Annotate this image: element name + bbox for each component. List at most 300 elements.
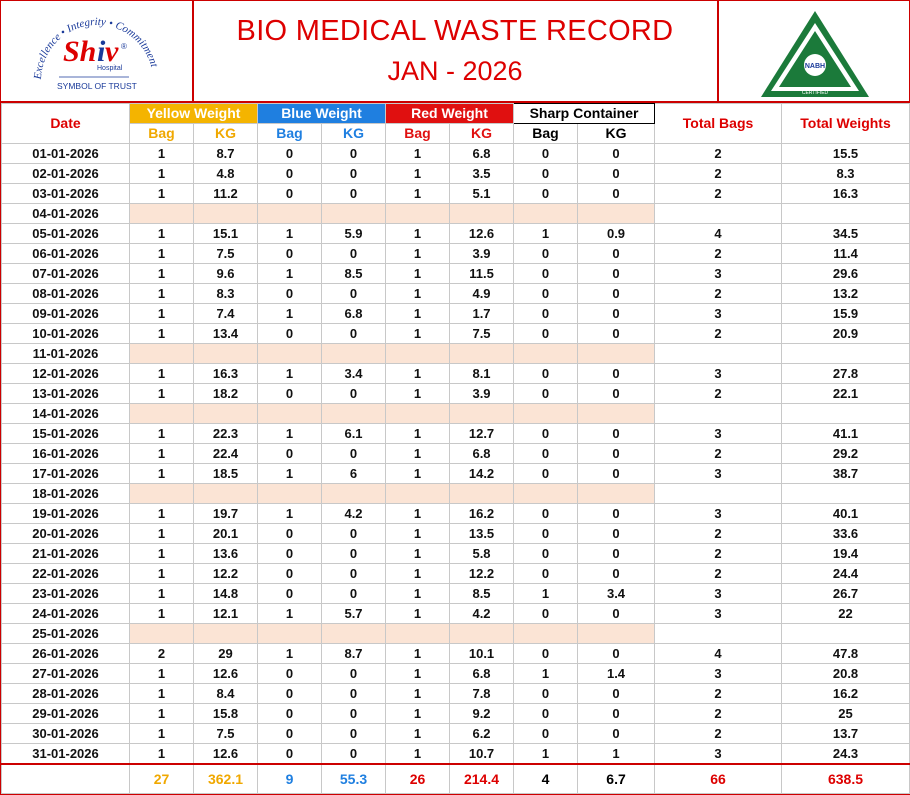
sharp-bag-cell: 0 (514, 264, 578, 284)
blue-kg-cell: 0 (322, 684, 386, 704)
total-bags-cell: 3 (655, 584, 782, 604)
total-weights-cell: 22.1 (782, 384, 910, 404)
blue-kg-cell: 0 (322, 384, 386, 404)
nabh-badge (717, 1, 910, 101)
sharp-bag-cell: 0 (514, 524, 578, 544)
table-row (2, 204, 910, 224)
blue-bag-cell: 1 (258, 364, 322, 384)
total-weights-cell: 13.7 (782, 724, 910, 744)
blue-kg-cell: 6.1 (322, 424, 386, 444)
blue-bag-cell: 0 (258, 724, 322, 744)
date-cell: 26-01-2026 (2, 644, 130, 664)
blue-kg-cell: 0 (322, 284, 386, 304)
date-cell: 27-01-2026 (2, 664, 130, 684)
yellow-bag-cell: 1 (130, 164, 194, 184)
yellow-kg-cell: 18.5 (194, 464, 258, 484)
yellow-kg-cell (194, 624, 258, 644)
yellow-bag-cell: 1 (130, 604, 194, 624)
yellow-bag-cell: 1 (130, 324, 194, 344)
yellow-kg-cell: 18.2 (194, 384, 258, 404)
blue-bag-cell: 1 (258, 224, 322, 244)
red-kg-header: KG (450, 124, 514, 144)
sharp-bag-cell: 0 (514, 684, 578, 704)
blue-kg-cell (322, 624, 386, 644)
blue-bag-cell: 1 (258, 604, 322, 624)
date-cell: 30-01-2026 (2, 724, 130, 744)
yellow-weight-header: Yellow Weight (130, 104, 258, 124)
sharp-kg-cell: 0 (578, 424, 655, 444)
table-row (2, 524, 910, 544)
grand-total-bags: 66 (655, 764, 782, 794)
yellow-kg-cell: 22.3 (194, 424, 258, 444)
date-cell: 13-01-2026 (2, 384, 130, 404)
total-weights-cell: 15.9 (782, 304, 910, 324)
red-bag-cell: 1 (386, 184, 450, 204)
red-kg-cell (450, 204, 514, 224)
total-weights-cell: 19.4 (782, 544, 910, 564)
yellow-kg-cell: 13.6 (194, 544, 258, 564)
sharp-bag-cell: 0 (514, 164, 578, 184)
yellow-kg-cell: 12.1 (194, 604, 258, 624)
blue-kg-cell: 0 (322, 564, 386, 584)
table-row (2, 284, 910, 304)
sharp-container-header: Sharp Container (514, 104, 655, 124)
total-weights-cell (782, 484, 910, 504)
blue-weight-header: Blue Weight (258, 104, 386, 124)
blue-kg-cell: 0 (322, 664, 386, 684)
total-blue-kg: 55.3 (322, 764, 386, 794)
red-bag-cell: 1 (386, 584, 450, 604)
total-weights-cell (782, 624, 910, 644)
sharp-kg-cell: 3.4 (578, 584, 655, 604)
total-weights-cell: 47.8 (782, 644, 910, 664)
yellow-kg-cell: 12.6 (194, 744, 258, 765)
blue-bag-cell (258, 624, 322, 644)
sharp-bag-cell (514, 204, 578, 224)
date-cell: 20-01-2026 (2, 524, 130, 544)
sharp-bag-cell: 1 (514, 224, 578, 244)
red-kg-cell: 6.8 (450, 144, 514, 164)
date-cell: 04-01-2026 (2, 204, 130, 224)
red-bag-cell: 1 (386, 164, 450, 184)
table-row (2, 304, 910, 324)
yellow-bag-cell (130, 204, 194, 224)
yellow-kg-cell: 7.5 (194, 244, 258, 264)
yellow-bag-cell: 1 (130, 304, 194, 324)
totals-row (2, 764, 910, 794)
date-cell: 09-01-2026 (2, 304, 130, 324)
total-bags-cell (655, 344, 782, 364)
date-cell: 08-01-2026 (2, 284, 130, 304)
date-cell: 07-01-2026 (2, 264, 130, 284)
red-bag-cell (386, 204, 450, 224)
svg-text:CERTIFIED: CERTIFIED (801, 90, 829, 96)
yellow-bag-cell: 1 (130, 144, 194, 164)
yellow-kg-cell: 7.5 (194, 724, 258, 744)
total-bags-cell: 2 (655, 324, 782, 344)
total-weights-cell: 16.3 (782, 184, 910, 204)
yellow-bag-cell: 1 (130, 264, 194, 284)
red-bag-cell: 1 (386, 664, 450, 684)
total-bags-header: Total Bags (655, 104, 782, 144)
sharp-bag-cell (514, 624, 578, 644)
total-bags-cell: 2 (655, 684, 782, 704)
blue-kg-cell: 8.7 (322, 644, 386, 664)
total-bags-cell: 2 (655, 544, 782, 564)
red-bag-cell: 1 (386, 244, 450, 264)
sharp-kg-header: KG (578, 124, 655, 144)
date-cell: 31-01-2026 (2, 744, 130, 765)
total-bags-cell: 2 (655, 284, 782, 304)
date-cell: 28-01-2026 (2, 684, 130, 704)
yellow-bag-cell: 1 (130, 664, 194, 684)
yellow-bag-cell (130, 484, 194, 504)
sharp-bag-cell: 0 (514, 304, 578, 324)
date-cell: 16-01-2026 (2, 444, 130, 464)
blue-kg-cell: 0 (322, 184, 386, 204)
table-row (2, 384, 910, 404)
total-weights-cell: 22 (782, 604, 910, 624)
sharp-kg-cell: 0 (578, 644, 655, 664)
nabh-certified-icon (719, 1, 910, 101)
yellow-bag-cell (130, 404, 194, 424)
yellow-bag-cell (130, 624, 194, 644)
red-weight-header: Red Weight (386, 104, 514, 124)
sharp-bag-cell: 1 (514, 744, 578, 765)
yellow-bag-cell: 2 (130, 644, 194, 664)
shiv-hospital-logo-icon (1, 1, 192, 101)
red-bag-cell: 1 (386, 564, 450, 584)
red-kg-cell: 14.2 (450, 464, 514, 484)
blue-bag-cell (258, 204, 322, 224)
red-kg-cell: 5.1 (450, 184, 514, 204)
yellow-kg-cell (194, 204, 258, 224)
blue-kg-cell: 0 (322, 244, 386, 264)
total-weights-cell: 29.6 (782, 264, 910, 284)
yellow-bag-cell: 1 (130, 744, 194, 765)
total-bags-cell: 2 (655, 444, 782, 464)
total-bags-cell: 3 (655, 304, 782, 324)
total-sharp-bag: 4 (514, 764, 578, 794)
total-weights-cell: 16.2 (782, 684, 910, 704)
yellow-bag-cell: 1 (130, 384, 194, 404)
red-bag-header: Bag (386, 124, 450, 144)
sharp-bag-cell: 0 (514, 424, 578, 444)
yellow-kg-cell (194, 404, 258, 424)
total-weights-cell: 13.2 (782, 284, 910, 304)
red-kg-cell: 3.9 (450, 384, 514, 404)
red-bag-cell: 1 (386, 704, 450, 724)
yellow-kg-cell (194, 484, 258, 504)
total-bags-cell: 3 (655, 604, 782, 624)
date-cell: 23-01-2026 (2, 584, 130, 604)
report-period: JAN - 2026 (387, 56, 523, 86)
svg-text:SYMBOL OF TRUST: SYMBOL OF TRUST (57, 81, 137, 91)
blue-kg-cell: 5.9 (322, 224, 386, 244)
total-weights-cell: 33.6 (782, 524, 910, 544)
sharp-bag-cell (514, 484, 578, 504)
blue-bag-cell: 0 (258, 744, 322, 765)
sharp-bag-cell (514, 344, 578, 364)
yellow-kg-cell: 9.6 (194, 264, 258, 284)
red-bag-cell: 1 (386, 604, 450, 624)
total-weights-cell (782, 404, 910, 424)
sharp-bag-cell: 0 (514, 704, 578, 724)
table-row (2, 724, 910, 744)
red-kg-cell: 4.2 (450, 604, 514, 624)
sharp-bag-cell: 0 (514, 184, 578, 204)
red-kg-cell (450, 624, 514, 644)
total-bags-cell: 2 (655, 704, 782, 724)
date-cell: 22-01-2026 (2, 564, 130, 584)
table-row (2, 144, 910, 164)
blue-bag-cell (258, 344, 322, 364)
red-bag-cell: 1 (386, 644, 450, 664)
blue-bag-cell (258, 484, 322, 504)
yellow-kg-header: KG (194, 124, 258, 144)
total-bags-cell: 2 (655, 564, 782, 584)
red-bag-cell: 1 (386, 324, 450, 344)
red-kg-cell: 7.8 (450, 684, 514, 704)
red-bag-cell (386, 344, 450, 364)
sharp-kg-cell: 0 (578, 684, 655, 704)
red-bag-cell: 1 (386, 384, 450, 404)
red-bag-cell: 1 (386, 444, 450, 464)
table-row (2, 424, 910, 444)
red-bag-cell: 1 (386, 304, 450, 324)
svg-text:Hospital: Hospital (97, 65, 123, 72)
blue-bag-cell: 0 (258, 144, 322, 164)
blue-bag-cell: 0 (258, 684, 322, 704)
yellow-bag-cell: 1 (130, 504, 194, 524)
blue-kg-cell: 0 (322, 724, 386, 744)
yellow-kg-cell: 15.1 (194, 224, 258, 244)
title-block (194, 1, 716, 101)
red-bag-cell: 1 (386, 744, 450, 765)
sharp-bag-cell: 1 (514, 664, 578, 684)
yellow-kg-cell: 7.4 (194, 304, 258, 324)
date-header: Date (2, 104, 130, 144)
sharp-bag-cell: 0 (514, 504, 578, 524)
yellow-bag-cell (130, 344, 194, 364)
date-cell: 21-01-2026 (2, 544, 130, 564)
svg-text:Excellence • Integrity • Commi: Excellence • Integrity • Commitment (31, 15, 161, 80)
blue-bag-cell: 1 (258, 264, 322, 284)
sharp-kg-cell: 0 (578, 284, 655, 304)
blue-kg-cell: 5.7 (322, 604, 386, 624)
table-row (2, 744, 910, 765)
total-bags-cell: 3 (655, 504, 782, 524)
totals-label-cell (2, 764, 130, 794)
blue-kg-cell: 4.2 (322, 504, 386, 524)
sharp-bag-cell: 0 (514, 384, 578, 404)
table-row (2, 664, 910, 684)
table-row (2, 504, 910, 524)
blue-kg-cell: 6 (322, 464, 386, 484)
sharp-kg-cell: 0 (578, 264, 655, 284)
blue-bag-cell: 0 (258, 164, 322, 184)
sharp-kg-cell: 0 (578, 704, 655, 724)
table-row (2, 464, 910, 484)
sharp-kg-cell: 0 (578, 364, 655, 384)
sharp-kg-cell: 0 (578, 144, 655, 164)
svg-text:i: i (97, 35, 106, 68)
red-kg-cell: 12.2 (450, 564, 514, 584)
sharp-bag-cell: 0 (514, 644, 578, 664)
yellow-bag-cell: 1 (130, 244, 194, 264)
yellow-kg-cell: 15.8 (194, 704, 258, 724)
blue-bag-cell: 0 (258, 584, 322, 604)
red-kg-cell: 1.7 (450, 304, 514, 324)
blue-bag-cell: 0 (258, 184, 322, 204)
yellow-bag-cell: 1 (130, 464, 194, 484)
red-bag-cell: 1 (386, 424, 450, 444)
blue-bag-cell: 1 (258, 464, 322, 484)
date-cell: 12-01-2026 (2, 364, 130, 384)
total-weights-header: Total Weights (782, 104, 910, 144)
blue-bag-cell: 0 (258, 524, 322, 544)
red-kg-cell: 5.8 (450, 544, 514, 564)
date-cell: 06-01-2026 (2, 244, 130, 264)
sharp-kg-cell: 0 (578, 304, 655, 324)
total-bags-cell (655, 624, 782, 644)
total-bags-cell: 3 (655, 424, 782, 444)
sharp-kg-cell (578, 344, 655, 364)
sharp-bag-cell: 0 (514, 604, 578, 624)
blue-bag-cell: 1 (258, 504, 322, 524)
blue-kg-cell: 8.5 (322, 264, 386, 284)
yellow-kg-cell: 8.3 (194, 284, 258, 304)
blue-bag-cell: 0 (258, 664, 322, 684)
red-bag-cell: 1 (386, 504, 450, 524)
red-bag-cell: 1 (386, 524, 450, 544)
sharp-bag-cell: 0 (514, 724, 578, 744)
blue-kg-cell: 0 (322, 544, 386, 564)
red-kg-cell: 9.2 (450, 704, 514, 724)
total-sharp-kg: 6.7 (578, 764, 655, 794)
yellow-kg-cell: 4.8 (194, 164, 258, 184)
sharp-bag-cell: 0 (514, 144, 578, 164)
total-bags-cell: 2 (655, 244, 782, 264)
date-cell: 17-01-2026 (2, 464, 130, 484)
yellow-bag-cell: 1 (130, 224, 194, 244)
blue-kg-cell: 0 (322, 324, 386, 344)
yellow-bag-cell: 1 (130, 184, 194, 204)
blue-kg-cell: 0 (322, 704, 386, 724)
table-row (2, 704, 910, 724)
blue-kg-header: KG (322, 124, 386, 144)
sharp-bag-cell (514, 404, 578, 424)
header (1, 1, 909, 103)
red-kg-cell: 10.1 (450, 644, 514, 664)
total-weights-cell: 34.5 (782, 224, 910, 244)
blue-kg-cell: 0 (322, 744, 386, 765)
total-bags-cell: 2 (655, 384, 782, 404)
total-blue-bag: 9 (258, 764, 322, 794)
table-row (2, 604, 910, 624)
red-kg-cell: 8.5 (450, 584, 514, 604)
total-weights-cell: 29.2 (782, 444, 910, 464)
total-weights-cell: 40.1 (782, 504, 910, 524)
blue-kg-cell: 0 (322, 164, 386, 184)
total-bags-cell (655, 404, 782, 424)
red-kg-cell: 8.1 (450, 364, 514, 384)
sharp-kg-cell: 1 (578, 744, 655, 765)
yellow-bag-cell: 1 (130, 724, 194, 744)
date-cell: 01-01-2026 (2, 144, 130, 164)
red-kg-cell (450, 344, 514, 364)
yellow-kg-cell: 13.4 (194, 324, 258, 344)
total-bags-cell: 2 (655, 144, 782, 164)
table-row (2, 344, 910, 364)
red-bag-cell: 1 (386, 364, 450, 384)
blue-bag-cell (258, 404, 322, 424)
red-kg-cell: 11.5 (450, 264, 514, 284)
blue-bag-cell: 0 (258, 324, 322, 344)
table-row (2, 404, 910, 424)
sharp-kg-cell: 0 (578, 184, 655, 204)
red-kg-cell (450, 484, 514, 504)
yellow-bag-cell: 1 (130, 284, 194, 304)
waste-table (1, 103, 910, 794)
sharp-bag-cell: 0 (514, 464, 578, 484)
total-weights-cell (782, 204, 910, 224)
date-cell: 15-01-2026 (2, 424, 130, 444)
sharp-bag-cell: 0 (514, 324, 578, 344)
sharp-kg-cell: 0 (578, 504, 655, 524)
yellow-bag-cell: 1 (130, 444, 194, 464)
red-bag-cell: 1 (386, 224, 450, 244)
total-bags-cell: 3 (655, 664, 782, 684)
yellow-kg-cell: 29 (194, 644, 258, 664)
sharp-kg-cell: 1.4 (578, 664, 655, 684)
svg-text:Sh: Sh (63, 35, 97, 68)
red-kg-cell: 3.9 (450, 244, 514, 264)
table-row (2, 544, 910, 564)
total-bags-cell: 4 (655, 224, 782, 244)
table-row (2, 624, 910, 644)
yellow-kg-cell: 12.6 (194, 664, 258, 684)
table-row (2, 584, 910, 604)
table-row (2, 324, 910, 344)
svg-text:NABH: NABH (804, 63, 826, 70)
sharp-kg-cell: 0 (578, 244, 655, 264)
total-bags-cell: 3 (655, 464, 782, 484)
sharp-bag-cell: 0 (514, 244, 578, 264)
blue-bag-cell: 1 (258, 424, 322, 444)
sharp-kg-cell: 0.9 (578, 224, 655, 244)
blue-kg-cell: 0 (322, 584, 386, 604)
red-kg-cell: 7.5 (450, 324, 514, 344)
sharp-kg-cell: 0 (578, 604, 655, 624)
total-red-bag: 26 (386, 764, 450, 794)
date-cell: 11-01-2026 (2, 344, 130, 364)
red-kg-cell: 13.5 (450, 524, 514, 544)
yellow-kg-cell: 11.2 (194, 184, 258, 204)
table-row (2, 484, 910, 504)
yellow-bag-cell: 1 (130, 704, 194, 724)
table-row (2, 364, 910, 384)
sharp-bag-cell: 1 (514, 584, 578, 604)
sharp-kg-cell (578, 484, 655, 504)
red-bag-cell: 1 (386, 464, 450, 484)
total-weights-cell (782, 344, 910, 364)
blue-bag-cell: 0 (258, 284, 322, 304)
sharp-kg-cell: 0 (578, 524, 655, 544)
sharp-kg-cell (578, 624, 655, 644)
red-kg-cell: 4.9 (450, 284, 514, 304)
red-bag-cell: 1 (386, 544, 450, 564)
